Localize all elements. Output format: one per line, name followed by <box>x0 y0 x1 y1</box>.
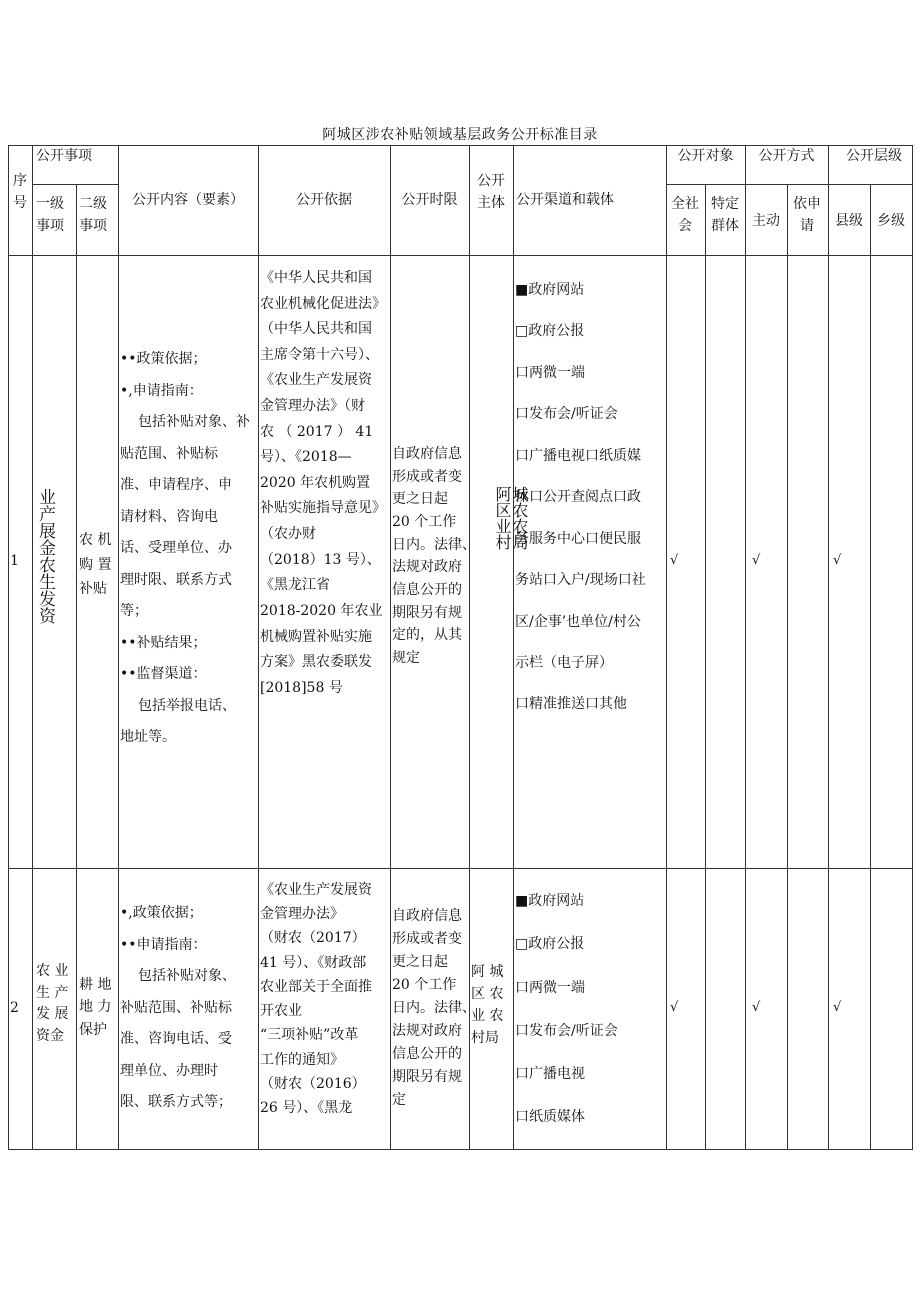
row1-seq: 1 <box>10 553 19 569</box>
cell-line: 口精准推送口其他 <box>515 696 627 713</box>
cell-line: 定的，从其 <box>392 627 462 644</box>
cell-line: 口广播电视 <box>515 1066 585 1082</box>
rule <box>8 868 912 869</box>
cell-line: 发 展 <box>36 1006 69 1023</box>
cell-line: 期限另有规 <box>392 1068 462 1085</box>
cell-line: 开农业 <box>260 1003 302 1020</box>
cell-line: 区/企事’也单位/村公 <box>515 613 641 630</box>
cell-line: 农 （ 2017 ） 41 <box>260 423 374 440</box>
header-level2: 二级事项 <box>79 196 107 234</box>
cell-line: 请材料、咨询电 <box>120 508 218 525</box>
cell-line: 工作的通知》 <box>260 1051 344 1068</box>
rule <box>666 145 667 1150</box>
rule <box>787 184 788 1150</box>
cell-line: 《农业生产发展资 <box>260 882 372 898</box>
cell-line: 定 <box>392 1091 406 1108</box>
row1-time-limit <box>392 443 476 670</box>
cell-line: 地址等。 <box>120 729 176 745</box>
cell-line: 期限另有规 <box>392 604 462 621</box>
row2-time-limit <box>392 905 476 1112</box>
cell-line: 包括补贴对象、补 <box>138 414 250 430</box>
header-target-specific: 特定群体 <box>711 196 739 234</box>
cell-line: 农业机械化促进法》 <box>260 295 386 312</box>
cell-line: “三项补贴”改革 <box>260 1027 359 1044</box>
header-level-town: 乡级 <box>877 213 905 229</box>
cell-line: ■政府网站 <box>515 893 585 909</box>
header-seq: 序号 <box>13 173 27 212</box>
cell-line: 村局 <box>471 1030 499 1047</box>
row1-level-county-check: √ <box>833 553 842 568</box>
header-time-limit: 公开时限 <box>401 192 458 208</box>
cell-line: 耕 地 <box>79 977 112 993</box>
cell-line: 业 农 <box>471 1008 504 1025</box>
rule <box>870 184 871 1150</box>
cell-line: 金管理办法》（财 <box>260 398 365 415</box>
cell-line: 生 产 <box>36 984 69 1001</box>
header-level-county: 县级 <box>835 213 863 229</box>
row2-content <box>120 898 236 1119</box>
row2-basis <box>260 878 372 1120</box>
cell-line: 金管理办法》 <box>260 906 344 923</box>
cell-line: 《黑龙江省 <box>260 577 330 594</box>
row2-level1 <box>36 961 68 1048</box>
cell-line: [2018]58 号 <box>260 679 343 696</box>
cell-line: 补贴范围、补贴标 <box>120 999 232 1016</box>
cell-line: 形成或者变 <box>392 930 462 947</box>
cell-line: 农 机 <box>79 532 112 548</box>
page-title: 阿城区涉农补贴领域基层政务公开标准目录 <box>322 127 598 143</box>
cell-line: 口纸质媒体 <box>515 1109 585 1126</box>
cell-line: 信息公开的 <box>392 582 462 599</box>
cell-line: 购 置 <box>79 556 112 573</box>
cell-line: 农 业 <box>36 963 69 979</box>
header-target-group: 公开对象 <box>677 148 734 164</box>
cell-line: 机械购置补贴实施 <box>260 628 372 645</box>
row1-level2 <box>79 528 111 602</box>
cell-line: 20 个工作 <box>392 514 457 531</box>
cell-line: ••申请指南： <box>120 936 207 953</box>
cell-line: 理时限、联系方式 <box>120 571 232 588</box>
cell-line: □政府公报 <box>515 323 585 340</box>
header-content: 公开内容（要素） <box>132 192 244 208</box>
cell-line: 自政府信息 <box>392 446 462 462</box>
cell-line: 区 农 <box>471 986 504 1003</box>
rule <box>828 145 829 1150</box>
cell-line: 法规对政府 <box>392 559 462 576</box>
rule <box>258 145 259 1150</box>
header-method-apply: 依申请 <box>793 196 821 234</box>
rule <box>32 184 118 185</box>
cell-line: ■政府网站 <box>515 282 585 298</box>
row2-subject <box>471 961 503 1049</box>
row1-content <box>120 344 250 754</box>
cell-line: ••监督渠道： <box>120 666 207 682</box>
rule <box>8 145 9 1150</box>
cell-line: 准、申请程序、申 <box>120 477 232 493</box>
rule <box>390 145 391 1150</box>
cell-line: 更之日起 <box>392 491 448 508</box>
cell-line: 主席令第十六号）、 <box>260 346 379 363</box>
cell-line: 保护 <box>79 1021 107 1038</box>
row2-method-active-check: √ <box>752 1000 761 1015</box>
cell-line: 2020 年农机购置 <box>260 474 371 491</box>
cell-line: 务服务中心口便民服 <box>515 530 641 547</box>
cell-line: 资金 <box>36 1028 64 1045</box>
cell-line: （财农（2016） <box>260 1075 366 1092</box>
rule <box>76 184 77 1150</box>
cell-line: 41 号）、《财政部 <box>260 954 367 971</box>
cell-line: 信息公开的 <box>392 1045 462 1062</box>
cell-line: 形成或者变 <box>392 468 462 485</box>
header-channel: 公开渠道和载体 <box>516 192 614 208</box>
cell-line: 话、受理单位、办 <box>120 540 232 556</box>
cell-line: 农业部关于全面推 <box>260 978 372 995</box>
rule <box>705 184 706 1150</box>
rule <box>118 145 119 1150</box>
cell-line: 等； <box>120 603 148 619</box>
row1-basis <box>260 266 386 701</box>
cell-line: 示栏（电子屏） <box>515 654 613 671</box>
row1-method-active-check: √ <box>752 553 761 568</box>
row2-target-all-check: √ <box>670 1000 679 1015</box>
rule <box>666 184 912 185</box>
header-basis: 公开依据 <box>296 192 352 208</box>
cell-line: 补贴实施指导意见》 <box>260 500 386 517</box>
row2-level-county-check: √ <box>833 1000 842 1015</box>
cell-line: 《农业生产发展资 <box>260 372 372 389</box>
cell-line: 日内。法律、 <box>392 536 476 553</box>
rule <box>8 145 912 146</box>
cell-line: □政府公报 <box>515 936 585 953</box>
cell-column: 阿区业村 <box>493 486 512 550</box>
cell-line: （中华人民共和国 <box>260 321 372 338</box>
cell-line: 地 力 <box>79 999 112 1016</box>
cell-line: 限、联系方式等； <box>120 1094 232 1110</box>
cell-line: 口广播电视口纸质媒 <box>515 447 641 464</box>
rule <box>32 145 33 1150</box>
row1-channel <box>515 270 646 726</box>
cell-line: 口发布会/听证会 <box>515 406 618 423</box>
row2-seq: 2 <box>10 1000 19 1016</box>
rule <box>513 145 514 1150</box>
cell-line: （财农（2017） <box>260 930 366 947</box>
cell-line: 口发布会/听证会 <box>515 1022 618 1039</box>
cell-line: 2018-2020 年农业 <box>260 602 383 619</box>
cell-line: 包括举报电话、 <box>138 697 236 714</box>
rule <box>912 145 913 1150</box>
cell-line: 口两微一端 <box>515 364 585 381</box>
rule <box>8 255 912 256</box>
row1-level1: 业产展金农生发资 <box>35 488 55 624</box>
cell-line: 26 号）、《黑龙 <box>260 1099 353 1116</box>
cell-line: 务站口入户/现场口社 <box>515 572 646 589</box>
header-subject: 公开主体 <box>477 173 505 212</box>
cell-line: 日内。法律、 <box>392 999 476 1016</box>
header-method-active: 主动 <box>752 213 780 229</box>
cell-line: （农办财 <box>260 526 316 543</box>
cell-line: 方案》黑农委联发 <box>260 654 372 671</box>
cell-line: 准、咨询电话、受 <box>120 1031 232 1047</box>
cell-line: 号）、《2018— <box>260 449 352 466</box>
cell-line: 20 个工作 <box>392 976 457 993</box>
row2-channel <box>515 880 618 1140</box>
cell-line: 规定 <box>392 650 420 667</box>
rule <box>745 145 746 1150</box>
cell-line: 补贴 <box>79 581 107 597</box>
row2-level2 <box>79 974 111 1041</box>
cell-line: 《中华人民共和国 <box>260 270 372 286</box>
header-method-group: 公开方式 <box>758 148 815 164</box>
cell-column: 城农农局 <box>510 486 529 550</box>
cell-line: 更之日起 <box>392 953 448 970</box>
cell-line: （2018）13 号）、 <box>260 551 381 568</box>
cell-line: 口两微一端 <box>515 979 585 996</box>
cell-line: ••政策依据； <box>120 351 207 367</box>
cell-line: •,申请指南： <box>120 382 203 399</box>
rule <box>8 1149 912 1150</box>
cell-line: 贴范围、补贴标 <box>120 445 218 462</box>
header-item-group: 公开事项 <box>36 148 92 164</box>
cell-line: 包括补贴对象、 <box>138 968 236 984</box>
header-target-all: 全社会 <box>671 196 699 234</box>
row1-target-all-check: √ <box>670 553 679 568</box>
cell-line: 法规对政府 <box>392 1022 462 1039</box>
cell-line: •,政策依据； <box>120 905 203 921</box>
cell-line: 体口公开查阅点口政 <box>515 489 641 506</box>
header-level1: 一级事项 <box>36 196 64 234</box>
header-level-group: 公开层级 <box>846 148 902 164</box>
cell-line: ••补贴结果； <box>120 634 207 651</box>
cell-line: 阿 城 <box>471 964 504 980</box>
cell-line: 理单位、办理时 <box>120 1062 218 1079</box>
cell-line: 自政府信息 <box>392 908 462 924</box>
